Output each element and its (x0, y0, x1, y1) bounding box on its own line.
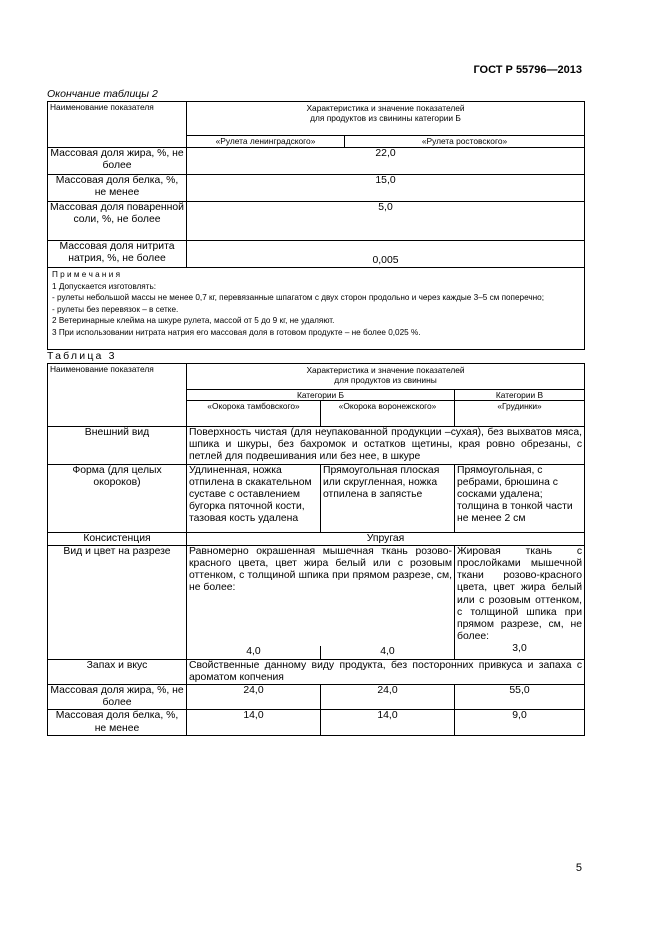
note-line: 3 При использовании нитрата натрия его массовая доля в готовом продукте – не более 0,025 %. (52, 327, 421, 337)
table3-caption: Таблица 3 (47, 350, 117, 362)
t3-sub-grudinka: «Грудинки» (455, 401, 585, 427)
t3-sub-voronezh: «Окорока воронежского» (321, 401, 455, 427)
t2-row-value: 22,0 (187, 148, 585, 175)
t3-cut-value-grudinka: 3,0 (512, 643, 527, 655)
t3-category-b: Категории Б (187, 390, 455, 401)
t2-notes (48, 268, 585, 350)
t2-row-name: Массовая доля нитрита натрия, %, не более (48, 241, 187, 268)
t3-cut-text-b: Равномерно окрашенная мышечная ткань розово-красного цвета, цвет жира белый или с розовым оттенком, с толщиной шпика при прямом разрезе, см, не более: (187, 545, 455, 646)
table2-caption: Окончание таблицы 2 (47, 88, 158, 100)
page-number: 5 (575, 862, 582, 874)
t2-row-name: Массовая доля жира, %, не более (48, 148, 187, 175)
note-line: - рулеты без перевязок – в сетке. (52, 304, 179, 314)
t2-row-value: 5,0 (187, 202, 585, 241)
t3-protein-value: 9,0 (455, 710, 585, 735)
t2-row-value: 0,005 (187, 241, 585, 268)
t3-smell-text: Свойственные данному виду продукта, без посторонних привкуса и запаха с ароматом копчения (187, 659, 585, 684)
t2-sub-rostov: «Рулета ростовского» (345, 136, 585, 148)
t3-consistency-value: Упругая (187, 532, 585, 545)
notes-title: П р и м е ч а н и я (52, 270, 121, 279)
table-3 (47, 363, 585, 736)
t3-protein-label: Массовая доля белка, %, не менее (48, 710, 187, 735)
t3-shape-voronezh: Прямоугольная плоская или скругленная, ножка отпилена в запястье (321, 464, 455, 532)
t2-header-characteristics: Характеристика и значение показателей для продуктов из свинины категории Б (187, 102, 585, 136)
t3-appearance-label: Внешний вид (48, 427, 187, 465)
t3-shape-label: Форма (для целых окороков) (48, 464, 187, 532)
t3-fat-value: 24,0 (187, 684, 321, 709)
t3-sub-tambov: «Окорока тамбовского» (187, 401, 321, 427)
t3-category-v: Категории В (455, 390, 585, 401)
t2-header-name: Наименование показателя (48, 102, 187, 148)
note-line: - рулеты небольшой массы не менее 0,7 кг, перевязанные шпагатом с двух сторон продольно и через каждые 3–5 см поперечно; (52, 293, 544, 302)
t3-shape-tambov: Удлиненная, ножка отпилена в скакательном суставе с оставлением бугорка пяточной кости, тазовая кость удалена (187, 464, 321, 532)
t3-cut-value-tambov: 4,0 (187, 646, 321, 659)
t3-smell-label: Запах и вкус (48, 659, 187, 684)
t3-cut-label: Вид и цвет на разрезе (48, 545, 187, 659)
t2-row-name: Массовая доля поваренной соли, %, не более (48, 202, 187, 241)
t2-row-name: Массовая доля белка, %, не менее (48, 175, 187, 202)
t3-fat-value: 55,0 (455, 684, 585, 709)
table-2 (47, 101, 585, 350)
t2-row-value: 15,0 (187, 175, 585, 202)
t3-cut-text-v: Жировая ткань с прослойками мышечной ткани розово-красного цвета, цвет жира белый или с розовым оттенком, с толщиной шпика при прямом разрезе, см, не более: 3,0 (455, 545, 585, 659)
t3-header-name: Наименование показателя (48, 364, 187, 427)
t2-sub-leningrad: «Рулета ленинградского» (187, 136, 345, 148)
t3-header-characteristics: Характеристика и значение показателей для продуктов из свинины (187, 364, 585, 390)
note-line: 2 Ветеринарные клейма на шкуре рулета, массой от 5 до 9 кг, не удаляют. (52, 316, 335, 325)
t3-cut-value-voronezh: 4,0 (321, 646, 455, 659)
t3-fat-label: Массовая доля жира, %, не более (48, 684, 187, 709)
t3-protein-value: 14,0 (187, 710, 321, 735)
t3-appearance-text: Поверхность чистая (для неупакованной продукции –сухая), без выхватов мяса, шпика и шкуры, без бахромок и остатков щетины, края ровно обрезаны, с петлей для подвешивания или без нее, в шкуре (187, 427, 585, 465)
t3-protein-value: 14,0 (321, 710, 455, 735)
note-line: 1 Допускается изготовлять: (52, 281, 156, 291)
t3-fat-value: 24,0 (321, 684, 455, 709)
standard-number: ГОСТ Р 55796—2013 (473, 64, 582, 76)
t3-consistency-label: Консистенция (48, 532, 187, 545)
t3-shape-grudinka: Прямоугольная, с ребрами, брюшина с сосками удалена; толщина в тонкой части не менее 2 см (455, 464, 585, 532)
